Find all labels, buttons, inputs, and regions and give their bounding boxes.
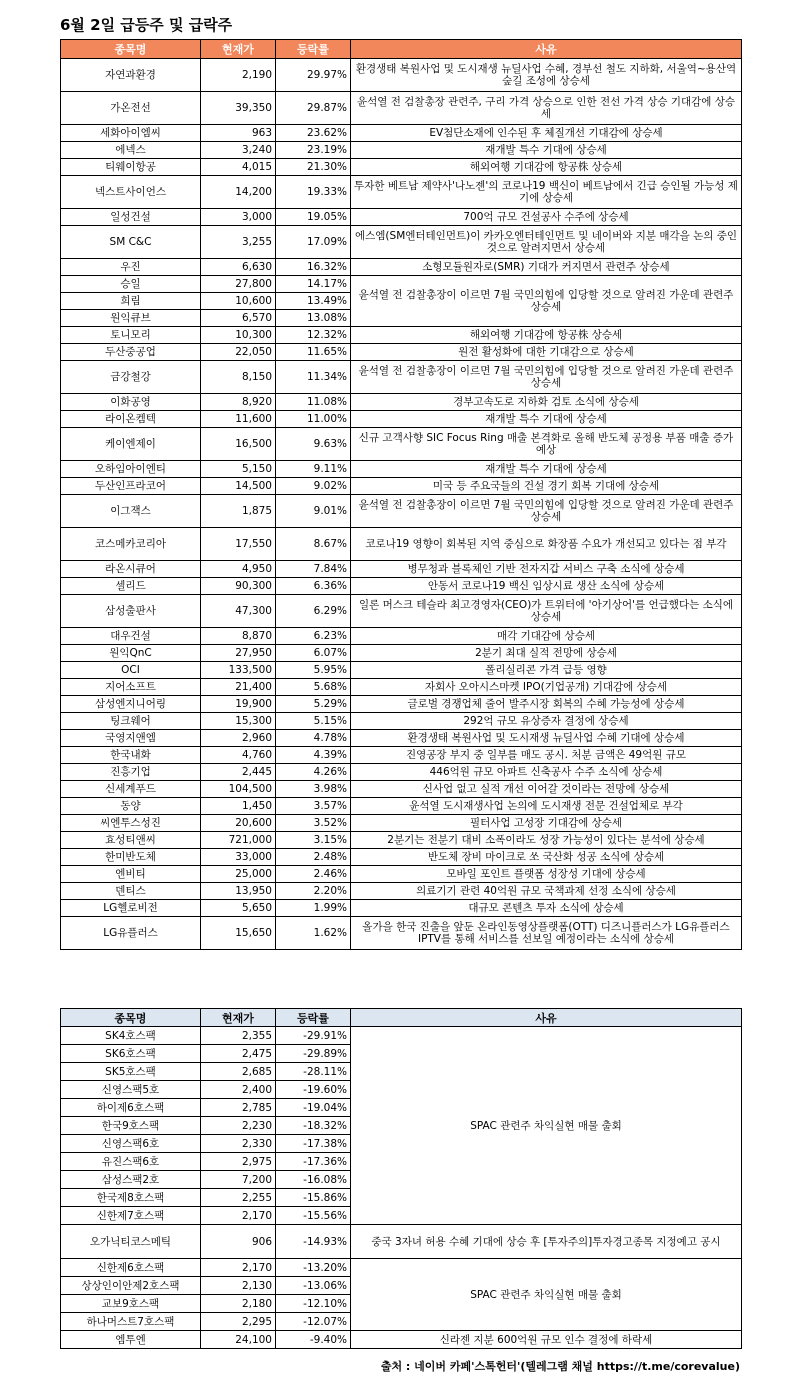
gainer-row (61, 764, 742, 781)
stock-change: 16.32% (276, 259, 351, 276)
stock-price: 47,300 (201, 595, 276, 628)
stock-reason: 신사업 없고 실적 개선 이어갈 것이라는 전망에 상승세 (351, 781, 742, 798)
stock-change: 11.08% (276, 394, 351, 411)
stock-change: -18.32% (276, 1117, 351, 1135)
gainer-row (61, 159, 742, 176)
stock-name: 교보9호스팩 (61, 1295, 201, 1313)
stock-reason: 재개발 특수 기대에 상승세 (351, 461, 742, 478)
stock-reason: 환경생태 복원사업 및 도시재생 뉴딜사업 수혜, 경부선 철도 지하화, 서울역~용산역 숲길 조성에 상승세 (351, 59, 742, 92)
stock-name: 일성건설 (61, 209, 201, 226)
stock-price: 6,570 (201, 310, 276, 327)
stock-change: -13.20% (276, 1259, 351, 1277)
stock-name: 신한제7호스팩 (61, 1207, 201, 1225)
stock-change: 13.49% (276, 293, 351, 310)
stock-name: 두산인프라코어 (61, 478, 201, 495)
stock-price: 90,300 (201, 578, 276, 595)
header-change: 등락률 (276, 40, 351, 59)
stock-change: 7.84% (276, 561, 351, 578)
losers-table (60, 1008, 742, 1349)
stock-name: 씨엔투스성진 (61, 815, 201, 832)
stock-change: 2.48% (276, 849, 351, 866)
stock-change: 11.65% (276, 344, 351, 361)
header-reason: 사유 (351, 40, 742, 59)
stock-price: 7,200 (201, 1171, 276, 1189)
stock-name: 이화공영 (61, 394, 201, 411)
gainer-row (61, 259, 742, 276)
stock-change: -15.86% (276, 1189, 351, 1207)
stock-name: 자연과환경 (61, 59, 201, 92)
stock-reason: SPAC 관련주 차익실현 매물 출회 (351, 1027, 742, 1225)
stock-price: 27,800 (201, 276, 276, 293)
gainer-row (61, 125, 742, 142)
stock-price: 4,950 (201, 561, 276, 578)
gainers-body (61, 59, 742, 950)
stock-reason: SPAC 관련주 차익실현 매물 출회 (351, 1259, 742, 1331)
stock-change: 29.97% (276, 59, 351, 92)
stock-name: 우진 (61, 259, 201, 276)
gainer-row (61, 696, 742, 713)
stock-change: -14.93% (276, 1225, 351, 1259)
stock-name: 삼성스팩2호 (61, 1171, 201, 1189)
stock-name: 넥스트사이언스 (61, 176, 201, 209)
stock-name: SK6호스팩 (61, 1045, 201, 1063)
stock-name: 희림 (61, 293, 201, 310)
stock-name: 대우건설 (61, 628, 201, 645)
stock-price: 2,445 (201, 764, 276, 781)
stock-price: 27,950 (201, 645, 276, 662)
stock-change: 3.52% (276, 815, 351, 832)
stock-reason: 일론 머스크 테슬라 최고경영자(CEO)가 트위터에 '아기상어'를 언급했다는 소식에 상승세 (351, 595, 742, 628)
stock-price: 2,230 (201, 1117, 276, 1135)
stock-change: 2.46% (276, 866, 351, 883)
stock-price: 1,450 (201, 798, 276, 815)
gainers-table (60, 39, 742, 950)
gainer-row (61, 209, 742, 226)
gainer-row (61, 798, 742, 815)
stock-change: 3.57% (276, 798, 351, 815)
gainer-row (61, 781, 742, 798)
stock-price: 3,255 (201, 226, 276, 259)
stock-price: 3,000 (201, 209, 276, 226)
stock-name: 덴티스 (61, 883, 201, 900)
stock-change: 17.09% (276, 226, 351, 259)
stock-change: 23.19% (276, 142, 351, 159)
stock-change: 5.15% (276, 713, 351, 730)
stock-price: 2,255 (201, 1189, 276, 1207)
gainer-row (61, 900, 742, 917)
gainer-row (61, 142, 742, 159)
gainer-row (61, 428, 742, 461)
stock-price: 6,630 (201, 259, 276, 276)
stock-price: 33,000 (201, 849, 276, 866)
stock-price: 8,150 (201, 361, 276, 394)
stock-reason: 해외여행 기대감에 항공株 상승세 (351, 327, 742, 344)
stock-reason: 경부고속도로 지하화 검토 소식에 상승세 (351, 394, 742, 411)
gainer-row (61, 578, 742, 595)
stock-name: 두산중공업 (61, 344, 201, 361)
stock-change: 4.39% (276, 747, 351, 764)
gainer-row (61, 730, 742, 747)
stock-name: 가온전선 (61, 92, 201, 125)
stock-price: 104,500 (201, 781, 276, 798)
header-name: 종목명 (61, 1009, 201, 1027)
gainer-row (61, 662, 742, 679)
stock-price: 39,350 (201, 92, 276, 125)
stock-price: 2,130 (201, 1277, 276, 1295)
stock-reason: 모바일 포인트 플랫폼 성장성 기대에 상승세 (351, 866, 742, 883)
stock-name: 코스메카코리아 (61, 528, 201, 561)
stock-price: 2,960 (201, 730, 276, 747)
stock-change: -19.60% (276, 1081, 351, 1099)
stock-price: 8,920 (201, 394, 276, 411)
stock-name: 티웨이항공 (61, 159, 201, 176)
stock-name: 한국내화 (61, 747, 201, 764)
stock-name: 하이제6호스팩 (61, 1099, 201, 1117)
stock-name: LG헬로비전 (61, 900, 201, 917)
stock-change: 6.36% (276, 578, 351, 595)
stock-price: 11,600 (201, 411, 276, 428)
stock-change: 29.87% (276, 92, 351, 125)
stock-reason: 반도체 장비 마이크로 쏘 국산화 성공 소식에 상승세 (351, 849, 742, 866)
stock-reason: 에스엠(SM엔터테인먼트)이 카카오엔터테인먼트 및 네이버와 지분 매각을 논의 중인 것으로 알려지면서 상승세 (351, 226, 742, 259)
gainer-row (61, 226, 742, 259)
stock-name: 신영스팩5호 (61, 1081, 201, 1099)
stock-price: 10,300 (201, 327, 276, 344)
gainer-row (61, 411, 742, 428)
stock-name: 라이온켐텍 (61, 411, 201, 428)
gainer-row (61, 713, 742, 730)
gainer-row (61, 883, 742, 900)
stock-change: -29.91% (276, 1027, 351, 1045)
stock-name: 한국제8호스팩 (61, 1189, 201, 1207)
stock-reason: 해외여행 기대감에 항공株 상승세 (351, 159, 742, 176)
stock-change: -17.38% (276, 1135, 351, 1153)
loser-row (61, 1259, 742, 1277)
stock-name: 셀리드 (61, 578, 201, 595)
stock-price: 2,170 (201, 1207, 276, 1225)
gainer-row (61, 815, 742, 832)
stock-change: 23.62% (276, 125, 351, 142)
stock-change: 3.15% (276, 832, 351, 849)
stock-reason: 재개발 특수 기대에 상승세 (351, 411, 742, 428)
stock-change: 1.99% (276, 900, 351, 917)
gainer-row (61, 327, 742, 344)
stock-reason: 의료기기 관련 40억원 규모 국책과제 선정 소식에 상승세 (351, 883, 742, 900)
stock-name: 토니모리 (61, 327, 201, 344)
stock-change: 4.26% (276, 764, 351, 781)
stock-reason: 292억 규모 유상증자 결정에 상승세 (351, 713, 742, 730)
stock-name: 하나머스트7호스팩 (61, 1313, 201, 1331)
stock-reason: 소형모듈원자로(SMR) 기대가 커지면서 관련주 상승세 (351, 259, 742, 276)
stock-price: 13,950 (201, 883, 276, 900)
stock-reason: 2분기는 전분기 대비 소폭이라도 성장 가능성이 있다는 분석에 상승세 (351, 832, 742, 849)
stock-price: 2,685 (201, 1063, 276, 1081)
stock-reason: 700억 규모 건설공사 수주에 상승세 (351, 209, 742, 226)
stock-change: 19.05% (276, 209, 351, 226)
stock-price: 963 (201, 125, 276, 142)
stock-change: -28.11% (276, 1063, 351, 1081)
stock-reason: 매각 기대감에 상승세 (351, 628, 742, 645)
stock-reason: 투자한 베트남 제약사'나노젠'의 코로나19 백신이 베트남에서 긴급 승인될 가능성 제기에 상승세 (351, 176, 742, 209)
stock-reason: 올가을 한국 진출을 앞둔 온라인동영상플랫폼(OTT) 디즈니플러스가 LG유플러스 IPTV를 통해 서비스를 선보일 예정이라는 소식에 상승세 (351, 917, 742, 950)
stock-name: 오가닉티코스메틱 (61, 1225, 201, 1259)
stock-price: 8,870 (201, 628, 276, 645)
stock-change: 19.33% (276, 176, 351, 209)
stock-name: 엔비티 (61, 866, 201, 883)
stock-change: 6.29% (276, 595, 351, 628)
stock-name: 한국9호스팩 (61, 1117, 201, 1135)
gainer-row (61, 59, 742, 92)
stock-price: 2,330 (201, 1135, 276, 1153)
stock-name: 진흥기업 (61, 764, 201, 781)
stock-price: 15,650 (201, 917, 276, 950)
stock-name: 승일 (61, 276, 201, 293)
stock-change: -16.08% (276, 1171, 351, 1189)
stock-reason: EV첨단소재에 인수된 후 체질개선 기대감에 상승세 (351, 125, 742, 142)
stock-change: 9.02% (276, 478, 351, 495)
stock-reason: 윤석열 전 검찰총장이 이르면 7월 국민의힘에 입당할 것으로 알려진 가운데 관련주 상승세 (351, 361, 742, 394)
stock-change: -12.07% (276, 1313, 351, 1331)
stock-price: 2,355 (201, 1027, 276, 1045)
stock-change: 4.78% (276, 730, 351, 747)
loser-row (61, 1225, 742, 1259)
gainer-row (61, 92, 742, 125)
stock-reason: 중국 3자녀 허용 수혜 기대에 상승 후 [투자주의]투자경고종목 지정예고 공시 (351, 1225, 742, 1259)
stock-reason: 윤석열 전 검찰총장이 이르면 7월 국민의힘에 입당할 것으로 알려진 가운데 관련주 상승세 (351, 495, 742, 528)
stock-name: 팅크웨어 (61, 713, 201, 730)
stock-name: 유진스팩6호 (61, 1153, 201, 1171)
stock-reason: 신규 고객사향 SIC Focus Ring 매출 본격화로 올해 반도체 공정용 부품 매출 증가 예상 (351, 428, 742, 461)
stock-reason: 글로벌 경쟁업체 줄어 발주시장 회복의 수혜 가능성에 상승세 (351, 696, 742, 713)
stock-price: 1,875 (201, 495, 276, 528)
stock-change: 5.68% (276, 679, 351, 696)
stock-change: 9.11% (276, 461, 351, 478)
stock-change: 8.67% (276, 528, 351, 561)
gainer-row (61, 176, 742, 209)
stock-price: 22,050 (201, 344, 276, 361)
gainer-row (61, 679, 742, 696)
stock-change: 6.23% (276, 628, 351, 645)
stock-price: 2,190 (201, 59, 276, 92)
stock-price: 2,975 (201, 1153, 276, 1171)
stock-name: SK4호스팩 (61, 1027, 201, 1045)
gainer-row (61, 645, 742, 662)
gainer-row (61, 495, 742, 528)
stock-reason: 재개발 특수 기대에 상승세 (351, 142, 742, 159)
stock-price: 24,100 (201, 1331, 276, 1349)
stock-name: 상상인이안제2호스팩 (61, 1277, 201, 1295)
stock-change: 11.00% (276, 411, 351, 428)
gainers-header-row (61, 40, 742, 59)
stock-price: 2,475 (201, 1045, 276, 1063)
stock-reason: 윤석열 전 검찰총장 관련주, 구리 가격 상승으로 인한 전선 가격 상승 기대감에 상승세 (351, 92, 742, 125)
stock-name: 지어소프트 (61, 679, 201, 696)
stock-reason: 코로나19 영향이 회복된 지역 중심으로 화장품 수요가 개선되고 있다는 점 부각 (351, 528, 742, 561)
stock-name: 세화아이엠씨 (61, 125, 201, 142)
stock-reason: 자회사 오아시스마켓 IPO(기업공개) 기대감에 상승세 (351, 679, 742, 696)
stock-change: 21.30% (276, 159, 351, 176)
stock-reason: 폴리실리콘 가격 급등 영향 (351, 662, 742, 679)
stock-name: LG유플러스 (61, 917, 201, 950)
stock-change: -12.10% (276, 1295, 351, 1313)
gainer-row (61, 595, 742, 628)
stock-price: 25,000 (201, 866, 276, 883)
header-price: 현재가 (201, 40, 276, 59)
stock-price: 14,500 (201, 478, 276, 495)
gainer-row (61, 561, 742, 578)
stock-price: 2,170 (201, 1259, 276, 1277)
stock-reason: 윤석열 전 검찰총장이 이르면 7월 국민의힘에 입당할 것으로 알려진 가운데 관련주 상승세 (351, 276, 742, 327)
stock-change: -13.06% (276, 1277, 351, 1295)
header-name: 종목명 (61, 40, 201, 59)
gainer-row (61, 528, 742, 561)
stock-price: 15,300 (201, 713, 276, 730)
stock-change: 5.29% (276, 696, 351, 713)
stock-reason: 윤석열 도시재생사업 논의에 도시재생 전문 건설업체로 부각 (351, 798, 742, 815)
stock-change: 5.95% (276, 662, 351, 679)
loser-row (61, 1027, 742, 1045)
stock-change: -29.89% (276, 1045, 351, 1063)
stock-price: 5,150 (201, 461, 276, 478)
stock-change: 2.20% (276, 883, 351, 900)
stock-reason: 진영공장 부지 중 일부를 매도 공시. 처분 금액은 49억원 규모 (351, 747, 742, 764)
stock-reason: 신라젠 지분 600억원 규모 인수 결정에 하락세 (351, 1331, 742, 1349)
stock-reason: 원전 활성화에 대한 기대감으로 상승세 (351, 344, 742, 361)
stock-change: 14.17% (276, 276, 351, 293)
stock-name: 에넥스 (61, 142, 201, 159)
gainer-row (61, 832, 742, 849)
gainer-row (61, 849, 742, 866)
stock-name: 오하임아이엔티 (61, 461, 201, 478)
stock-name: 동양 (61, 798, 201, 815)
stock-price: 721,000 (201, 832, 276, 849)
stock-name: 금강철강 (61, 361, 201, 394)
stock-price: 906 (201, 1225, 276, 1259)
stock-price: 14,200 (201, 176, 276, 209)
stock-name: 삼성엔지니어링 (61, 696, 201, 713)
stock-change: 3.98% (276, 781, 351, 798)
stock-name: 이그잭스 (61, 495, 201, 528)
stock-name: 원익QnC (61, 645, 201, 662)
stock-name: 효성티앤씨 (61, 832, 201, 849)
stock-name: 케이엔제이 (61, 428, 201, 461)
stock-name: 라온시큐어 (61, 561, 201, 578)
loser-row (61, 1331, 742, 1349)
gainer-row (61, 478, 742, 495)
stock-price: 2,295 (201, 1313, 276, 1331)
gainer-row (61, 866, 742, 883)
stock-name: 원익큐브 (61, 310, 201, 327)
stock-name: OCI (61, 662, 201, 679)
stock-price: 20,600 (201, 815, 276, 832)
stock-change: 12.32% (276, 327, 351, 344)
header-change: 등락률 (276, 1009, 351, 1027)
stock-price: 21,400 (201, 679, 276, 696)
stock-reason: 대규모 콘텐츠 투자 소식에 상승세 (351, 900, 742, 917)
stock-price: 16,500 (201, 428, 276, 461)
stock-name: 신한제6호스팩 (61, 1259, 201, 1277)
stock-reason: 안동서 코로나19 백신 임상시료 생산 소식에 상승세 (351, 578, 742, 595)
stock-price: 10,600 (201, 293, 276, 310)
gainer-row (61, 461, 742, 478)
stock-price: 2,400 (201, 1081, 276, 1099)
source-note: 출처 : 네이버 카페'스톡헌터'(텔레그램 채널 https://t.me/corevalue) (380, 1360, 740, 1373)
gainer-row (61, 344, 742, 361)
stock-change: -9.40% (276, 1331, 351, 1349)
stock-change: 11.34% (276, 361, 351, 394)
stock-name: 국영지앤엠 (61, 730, 201, 747)
header-price: 현재가 (201, 1009, 276, 1027)
stock-name: 삼성출판사 (61, 595, 201, 628)
stock-reason: 필터사업 고성장 기대감에 상승세 (351, 815, 742, 832)
page-title: 6월 2일 급등주 및 급락주 (60, 16, 233, 34)
stock-change: 13.08% (276, 310, 351, 327)
stock-price: 17,550 (201, 528, 276, 561)
stock-reason: 환경생태 복원사업 및 도시재생 뉴딜사업 수혜 기대에 상승세 (351, 730, 742, 747)
stock-reason: 미국 등 주요국들의 건설 경기 회복 기대에 상승세 (351, 478, 742, 495)
stock-reason: 446억원 규모 아파트 신축공사 수주 소식에 상승세 (351, 764, 742, 781)
gainer-row (61, 361, 742, 394)
gainer-row (61, 276, 742, 293)
stock-reason: 2분기 최대 실적 전망에 상승세 (351, 645, 742, 662)
stock-change: 9.63% (276, 428, 351, 461)
stock-change: 6.07% (276, 645, 351, 662)
stock-name: 엠투엔 (61, 1331, 201, 1349)
stock-change: 9.01% (276, 495, 351, 528)
gainer-row (61, 917, 742, 950)
stock-price: 3,240 (201, 142, 276, 159)
header-reason: 사유 (351, 1009, 742, 1027)
stock-price: 4,015 (201, 159, 276, 176)
stock-change: -19.04% (276, 1099, 351, 1117)
stock-reason: 병무청과 블록체인 기반 전자지갑 서비스 구축 소식에 상승세 (351, 561, 742, 578)
stock-change: -17.36% (276, 1153, 351, 1171)
stock-price: 4,760 (201, 747, 276, 764)
stock-name: 한미반도체 (61, 849, 201, 866)
stock-name: 신영스팩6호 (61, 1135, 201, 1153)
losers-body (61, 1027, 742, 1349)
gainer-row (61, 394, 742, 411)
losers-header-row (61, 1009, 742, 1027)
stock-change: 1.62% (276, 917, 351, 950)
stock-name: 신세계푸드 (61, 781, 201, 798)
stock-change: -15.56% (276, 1207, 351, 1225)
stock-name: SM C&C (61, 226, 201, 259)
stock-name: SK5호스팩 (61, 1063, 201, 1081)
gainer-row (61, 628, 742, 645)
gainer-row (61, 747, 742, 764)
stock-price: 2,785 (201, 1099, 276, 1117)
stock-price: 133,500 (201, 662, 276, 679)
stock-price: 2,180 (201, 1295, 276, 1313)
stock-price: 5,650 (201, 900, 276, 917)
stock-price: 19,900 (201, 696, 276, 713)
